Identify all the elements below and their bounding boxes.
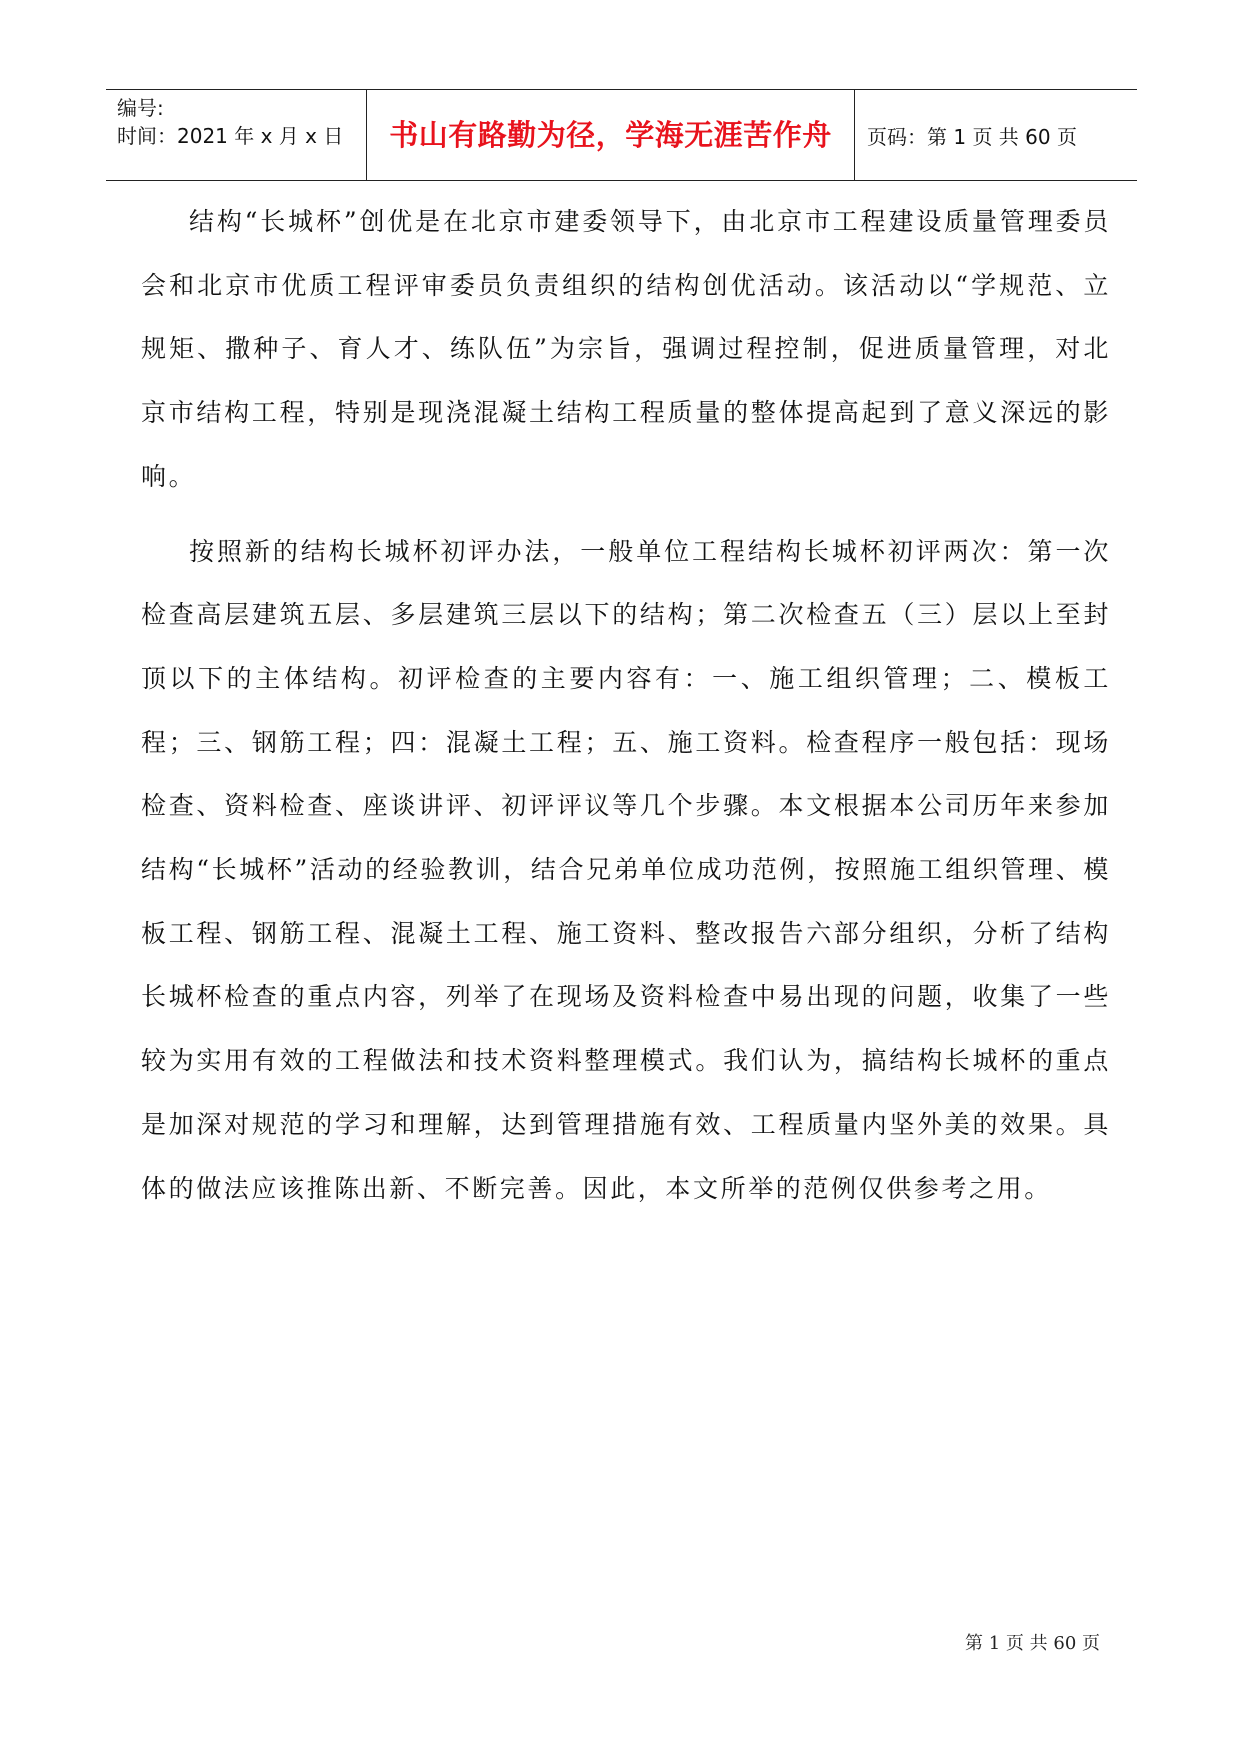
header-meta-cell [106, 90, 367, 180]
header-page-cell [855, 90, 1137, 180]
serial-number-label: 编号: [117, 96, 164, 120]
body-paragraph-2: 按照新的结构长城杯初评办法，一般单位工程结构长城杯初评两次：第一次检查高层建筑五层、多层建筑三层以下的结构；第二次检查五（三）层以上至封顶以下的主体结构。初评检查的主要内容有：一、施工组织管理；二、模板工程；三、钢筋工程；四：混凝土工程；五、施工资料。检查程序一般包括：现场检查、资料检查、座谈讲评、初评评议等几个步骤。本文根据本公司历年来参加结构“长城杯”活动的经验教训，结合兄弟单位成功范例，按照施工组织管理、模板工程、钢筋工程、混凝土工程、施工资料、整改报告六部分组织，分析了结构长城杯检查的重点内容，列举了在现场及资料检查中易出现的问题，收集了一些较为实用有效的工程做法和技术资料整理模式。我们认为，搞结构长城杯的重点是加深对规范的学习和理解，达到管理措施有效、工程质量内坚外美的效果。具体的做法应该推陈出新、不断完善。因此，本文所举的范例仅供参考之用。 [141, 536, 1111, 1203]
motto-text: 书山有路勤为径，学海无涯苦作舟 [389, 117, 832, 152]
document-body [141, 190, 1111, 1231]
header-motto-cell [367, 90, 855, 180]
document-header [106, 89, 1137, 181]
page-footer: 第 1 页 共 60 页 [965, 1633, 1100, 1654]
header-page-info: 页码：第 1 页 共 60 页 [867, 124, 1077, 149]
body-paragraph-1: 结构“长城杯”创优是在北京市建委领导下，由北京市工程建设质量管理委员会和北京市优质工程评审委员负责组织的结构创优活动。该活动以“学规范、立规矩、撒种子、育人才、练队伍”为宗旨，强调过程控制，促进质量管理，对北京市结构工程，特别是现浇混凝土结构工程质量的整体提高起到了意义深远的影响。 [141, 207, 1111, 491]
date-label: 时间：2021 年 x 月 x 日 [117, 124, 344, 148]
